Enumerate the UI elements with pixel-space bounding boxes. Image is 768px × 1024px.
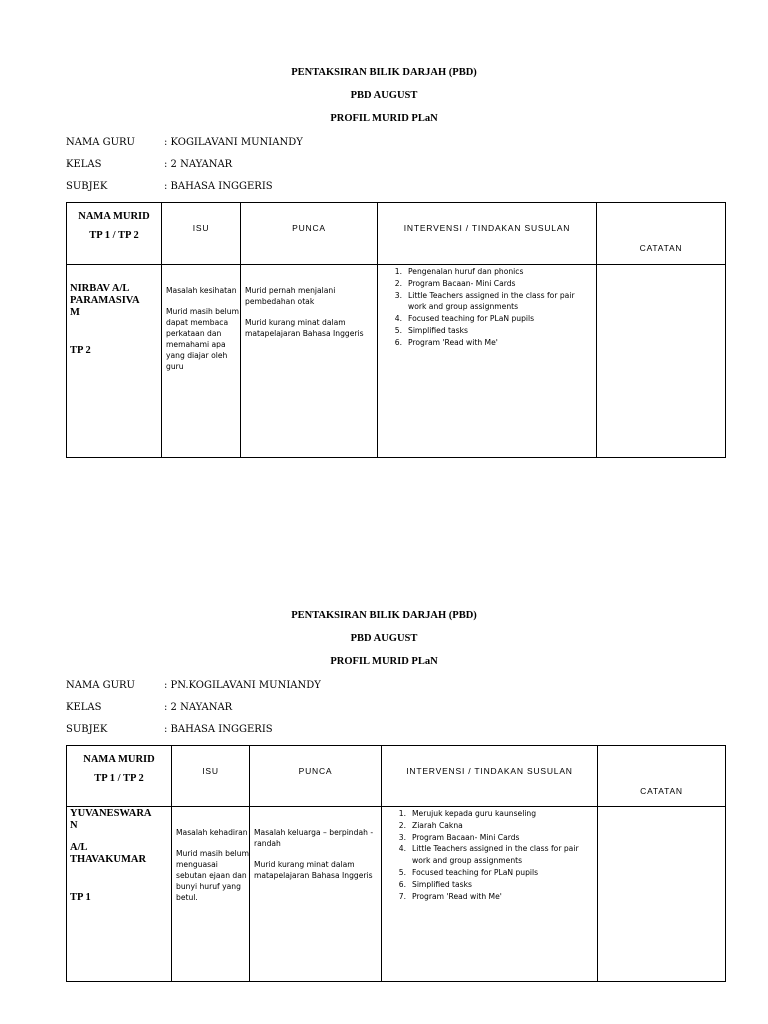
isu-label: ISU xyxy=(202,766,219,776)
col-header-nama-murid xyxy=(67,746,172,807)
student-tp: TP 2 xyxy=(70,345,91,356)
isu-cell xyxy=(162,265,241,458)
student-name-line: M xyxy=(70,307,80,318)
list-item: 6. Program 'Read with Me' xyxy=(394,337,498,347)
subject-value: : BAHASA INGGERIS xyxy=(164,724,273,735)
nama-murid-label: NAMA MURID xyxy=(83,754,155,765)
class-value: : 2 NAYANAR xyxy=(164,159,233,170)
punca-label: PUNCA xyxy=(292,223,326,233)
isu-text: Murid masih belum menguasai sebutan ejaan dan bunyi huruf yang betul. xyxy=(176,849,249,902)
isu-cell xyxy=(172,807,250,982)
class-label: KELAS xyxy=(66,159,102,170)
list-item: 7. Program 'Read with Me' xyxy=(398,891,502,901)
punca-label: PUNCA xyxy=(298,766,333,776)
list-item: 5. Simplified tasks xyxy=(394,325,468,335)
student-tp: TP 1 xyxy=(70,892,91,903)
col-header-punca xyxy=(241,203,378,265)
student-name-line: YUVANESWARA xyxy=(70,808,152,819)
punca-cell xyxy=(250,807,382,982)
intervensi-cell xyxy=(378,265,597,458)
col-header-catatan xyxy=(597,203,726,265)
catatan-label: CATATAN xyxy=(639,243,683,253)
list-item: 2. Program Bacaan- Mini Cards xyxy=(394,278,516,288)
table-row xyxy=(67,265,726,458)
teacher-label: NAMA GURU xyxy=(66,137,135,148)
form-subtitle: PBD AUGUST xyxy=(350,633,418,644)
student-profile-table xyxy=(66,745,726,982)
catatan-cell xyxy=(597,265,726,458)
list-item: 3. Program Bacaan- Mini Cards xyxy=(398,832,520,842)
col-header-punca xyxy=(250,746,382,807)
form-title: PENTAKSIRAN BILIK DARJAH (PBD) xyxy=(291,610,477,621)
isu-text: Masalah kehadiran xyxy=(176,828,248,837)
student-name-cell xyxy=(67,265,162,458)
list-item: 1. Pengenalan huruf dan phonics xyxy=(394,267,524,276)
table-header-row xyxy=(67,203,726,265)
student-name xyxy=(67,808,171,866)
col-header-intervensi xyxy=(382,746,598,807)
punca-text: Murid kurang minat dalam matapelajaran Bahasa Inggeris xyxy=(245,318,364,338)
isu-text: Masalah kesihatan xyxy=(166,286,237,295)
list-item: 4. Focused teaching for PLaN pupils xyxy=(394,314,535,324)
catatan-label: CATATAN xyxy=(640,786,683,796)
list-item: 4. Little Teachers assigned in the class for pair work and group assignments xyxy=(398,844,579,866)
student-name-cell xyxy=(67,807,172,982)
student-name-line: PARAMASIVA xyxy=(70,295,140,306)
punca-text: Masalah keluarga – berpindah -randah xyxy=(254,828,374,848)
list-item: 3. Little Teachers assigned in the class for pair work and group assignments xyxy=(394,290,575,312)
tp-label: TP 1 / TP 2 xyxy=(89,230,139,241)
teacher-value: : KOGILAVANI MUNIANDY xyxy=(164,137,303,148)
col-header-isu xyxy=(162,203,241,265)
intervensi-label: INTERVENSI / TINDAKAN SUSULAN xyxy=(406,766,573,776)
intervensi-cell xyxy=(382,807,598,982)
punca-text: Murid pernah menjalani pembedahan otak xyxy=(245,286,336,306)
student-name-line: THAVAKUMAR xyxy=(70,854,147,865)
punca-cell xyxy=(241,265,378,458)
student-profile-table xyxy=(66,202,726,458)
table-row xyxy=(67,807,726,982)
col-header-intervensi xyxy=(378,203,597,265)
intervensi-list xyxy=(382,808,597,902)
form-subtitle: PBD AUGUST xyxy=(350,90,418,101)
nama-murid-label: NAMA MURID xyxy=(78,211,150,222)
student-name-line: A/L xyxy=(70,842,88,853)
table-header-row xyxy=(67,746,726,807)
class-value: : 2 NAYANAR xyxy=(164,702,233,713)
intervensi-list xyxy=(378,266,596,349)
isu-label: ISU xyxy=(192,223,210,233)
form-title: PENTAKSIRAN BILIK DARJAH (PBD) xyxy=(291,67,477,78)
form-heading: PROFIL MURID PLaN xyxy=(330,113,438,124)
list-item: 6. Simplified tasks xyxy=(398,879,472,889)
subject-label: SUBJEK xyxy=(66,181,108,192)
student-name-line: N xyxy=(70,820,78,831)
intervensi-label: INTERVENSI / TINDAKAN SUSULAN xyxy=(403,223,571,233)
list-item: 2. Ziarah Cakna xyxy=(398,820,463,830)
student-name-line: NIRBAV A/L xyxy=(70,283,130,294)
teacher-value: : PN.KOGILAVANI MUNIANDY xyxy=(164,680,321,691)
student-name xyxy=(67,283,161,319)
punca-text: Murid kurang minat dalam matapelajaran Bahasa Inggeris xyxy=(254,860,373,880)
col-header-nama-murid xyxy=(67,203,162,265)
catatan-cell xyxy=(598,807,726,982)
subject-label: SUBJEK xyxy=(66,724,108,735)
subject-value: : BAHASA INGGERIS xyxy=(164,181,273,192)
col-header-catatan xyxy=(598,746,726,807)
col-header-isu xyxy=(172,746,250,807)
list-item: 1. Merujuk kepada guru kaunseling xyxy=(398,809,537,818)
list-item: 5. Focused teaching for PLaN pupils xyxy=(398,867,539,877)
class-label: KELAS xyxy=(66,702,102,713)
tp-label: TP 1 / TP 2 xyxy=(94,773,144,784)
isu-text: Murid masih belum dapat membaca perkataan dan memahami apa yang diajar oleh guru xyxy=(166,307,239,371)
form-heading: PROFIL MURID PLaN xyxy=(330,656,438,667)
teacher-label: NAMA GURU xyxy=(66,680,135,691)
